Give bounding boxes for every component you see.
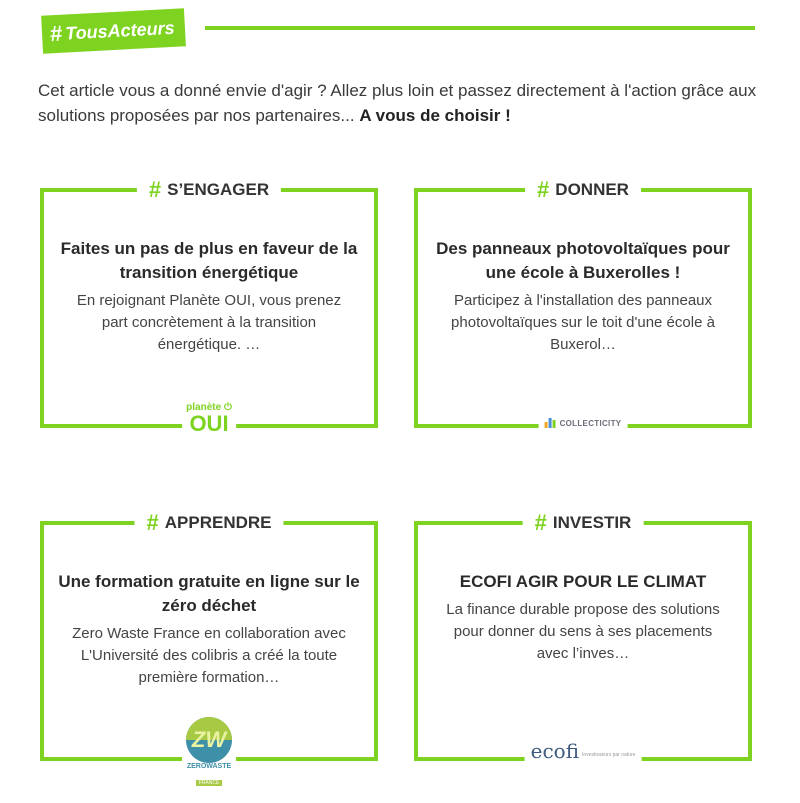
card-title[interactable]: ECOFI AGIR POUR LE CLIMAT (459, 572, 707, 591)
logo-tagline: Investisseurs par nature (582, 752, 636, 758)
card-label-text: S’ENGAGER (167, 180, 270, 199)
logo-small-text: planète (186, 402, 222, 413)
zw-circle-icon: ZW (186, 717, 232, 763)
header-divider (205, 26, 755, 30)
hashtag-icon: # (146, 510, 159, 535)
collecticity-logo (539, 418, 628, 428)
card-donner[interactable] (414, 177, 752, 428)
intro-text: Cet article vous a donné envie d'agir ? Allez plus loin et passez directement à l'action grâce aux solutions proposées par nos partenaires... (38, 81, 757, 125)
card-label (523, 510, 644, 536)
power-icon: ⏻ (223, 402, 232, 413)
logo-text: COLLECTICITY (559, 418, 622, 428)
card-description: Zero Waste France en collaboration avec L'Université des colibris a créé la toute première formation… (72, 625, 346, 686)
card-label (135, 510, 284, 536)
card-title[interactable]: Une formation gratuite en ligne sur le zéro déchet (58, 572, 360, 615)
ecofi-logo (525, 741, 642, 761)
card-label-text: INVESTIR (552, 513, 632, 532)
hashtag-icon: # (537, 177, 550, 202)
card-title[interactable]: Faites un pas de plus en faveur de la transition énergétique (60, 239, 358, 282)
card-investir[interactable] (414, 510, 752, 763)
intro-cta: A vous de choisir ! (359, 106, 511, 125)
card-apprendre[interactable] (40, 510, 378, 786)
logo-text: ZEROWASTE (186, 763, 232, 770)
bar-chart-icon (545, 418, 557, 428)
card-description: La finance durable propose des solutions pour donner du sens à ses placements avec l’inves… (446, 601, 720, 662)
card-engager[interactable] (40, 177, 378, 436)
hashtag-icon: # (148, 177, 162, 202)
logo-main-text: OUI (189, 411, 229, 436)
card-label (525, 177, 641, 203)
card-label-text: APPRENDRE (164, 513, 272, 532)
card-label-text: DONNER (555, 180, 629, 199)
zero-waste-logo (182, 717, 236, 789)
card-description: En rejoignant Planète OUI, vous prenez part concrètement à la transition énergétique. … (76, 292, 342, 353)
hashtag-icon: # (49, 20, 63, 47)
hashtag-icon: # (534, 510, 547, 535)
tag-label: TousActeurs (64, 17, 176, 44)
intro-paragraph (38, 78, 758, 128)
logo-text: ecofi (530, 739, 580, 763)
card-description: Participez à l'installation des panneaux photovoltaïques sur le toit d'une école à Buxerol… (451, 292, 715, 353)
card-title[interactable]: Des panneaux photovoltaïques pour une école à Buxerolles ! (436, 239, 730, 282)
tousacteurs-badge[interactable] (41, 8, 185, 53)
planete-oui-logo (182, 402, 236, 436)
card-label (137, 177, 281, 203)
logo-subtext: FRANCE (196, 780, 223, 786)
